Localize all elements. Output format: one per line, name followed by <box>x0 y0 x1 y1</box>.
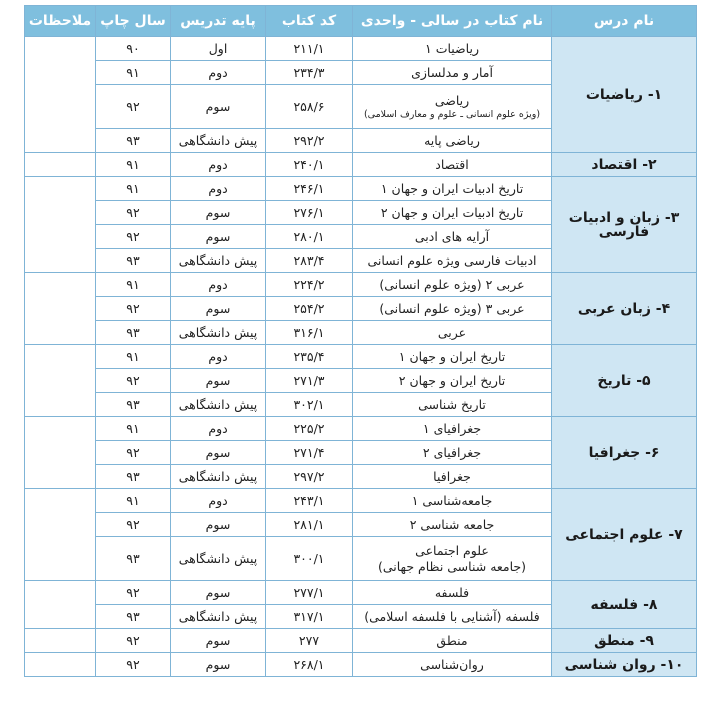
book-name <box>353 177 552 201</box>
book-code: ۲۷۷ <box>266 629 353 653</box>
book-year: ۹۳ <box>96 537 171 581</box>
table-row <box>25 37 697 61</box>
book-year: ۹۳ <box>96 249 171 273</box>
book-name <box>353 61 552 85</box>
book-title: اقتصاد <box>435 156 469 172</box>
subject-name: ۲- اقتصاد <box>552 153 697 177</box>
book-code: ۳۰۰/۱ <box>266 537 353 581</box>
book-code: ۲۷۶/۱ <box>266 201 353 225</box>
book-grade: پیش دانشگاهی <box>171 465 266 489</box>
book-grade: سوم <box>171 513 266 537</box>
book-title: تاریخ شناسی <box>418 396 486 412</box>
book-grade: دوم <box>171 177 266 201</box>
book-year: ۹۲ <box>96 85 171 129</box>
book-year: ۹۱ <box>96 177 171 201</box>
book-code: ۲۳۴/۳ <box>266 61 353 85</box>
book-year: ۹۲ <box>96 369 171 393</box>
book-title: روان‌شناسی <box>420 656 484 672</box>
book-title: جامعه‌شناسی ۱ <box>411 492 493 508</box>
book-title: علوم اجتماعی <box>415 542 489 558</box>
book-name <box>353 85 552 129</box>
book-year: ۹۲ <box>96 201 171 225</box>
table-row <box>25 653 697 677</box>
book-year: ۹۳ <box>96 465 171 489</box>
notes-cell <box>25 153 96 177</box>
table-row <box>25 345 697 369</box>
book-grade: پیش دانشگاهی <box>171 129 266 153</box>
book-grade: پیش دانشگاهی <box>171 393 266 417</box>
book-title: آرایه های ادبی <box>414 228 490 244</box>
subject-name: ۸- فلسفه <box>552 581 697 629</box>
book-code: ۲۲۵/۲ <box>266 417 353 441</box>
book-name <box>353 129 552 153</box>
book-year: ۹۰ <box>96 37 171 61</box>
subject-name: ۶- جغرافیا <box>552 417 697 489</box>
book-year: ۹۱ <box>96 273 171 297</box>
book-name <box>353 513 552 537</box>
book-name <box>353 629 552 653</box>
table-row <box>25 581 697 605</box>
book-code: ۲۹۷/۲ <box>266 465 353 489</box>
book-grade: پیش دانشگاهی <box>171 249 266 273</box>
header-row <box>25 6 697 37</box>
notes-cell <box>25 581 96 629</box>
book-year: ۹۱ <box>96 153 171 177</box>
book-grade: سوم <box>171 653 266 677</box>
curriculum-table <box>24 5 697 677</box>
book-code: ۲۷۱/۴ <box>266 441 353 465</box>
book-year: ۹۲ <box>96 581 171 605</box>
book-title: ریاضی پایه <box>424 132 480 148</box>
book-name <box>353 369 552 393</box>
book-name <box>353 393 552 417</box>
book-code: ۲۲۴/۲ <box>266 273 353 297</box>
book-code: ۲۴۰/۱ <box>266 153 353 177</box>
book-code: ۲۸۳/۴ <box>266 249 353 273</box>
table-row <box>25 177 697 201</box>
book-year: ۹۲ <box>96 441 171 465</box>
book-name <box>353 297 552 321</box>
book-grade: پیش دانشگاهی <box>171 605 266 629</box>
book-title: ریاضی <box>434 92 470 108</box>
subject-name: ۵- تاریخ <box>552 345 697 417</box>
book-year: ۹۲ <box>96 297 171 321</box>
book-name <box>353 37 552 61</box>
book-title: جغرافیای ۲ <box>422 444 482 460</box>
table-row <box>25 153 697 177</box>
header-notes: ملاحظات <box>25 6 96 37</box>
book-grade: سوم <box>171 581 266 605</box>
book-title: فلسفه <box>434 584 470 600</box>
table-row <box>25 273 697 297</box>
book-grade: دوم <box>171 61 266 85</box>
book-code: ۲۴۳/۱ <box>266 489 353 513</box>
book-name <box>353 417 552 441</box>
book-grade: دوم <box>171 153 266 177</box>
book-name <box>353 153 552 177</box>
book-name <box>353 465 552 489</box>
book-year: ۹۳ <box>96 129 171 153</box>
book-code: ۲۹۲/۲ <box>266 129 353 153</box>
book-subtitle: (ویژه علوم انسانی ـ علوم و معارف اسلامی) <box>363 108 541 120</box>
book-title-line2: (جامعه شناسی نظام جهانی) <box>377 558 527 574</box>
notes-cell <box>25 345 96 417</box>
header-grade: پایه تدریس <box>171 6 266 37</box>
book-title: عربی ۲ (ویژه علوم انسانی) <box>379 276 525 292</box>
book-grade: دوم <box>171 417 266 441</box>
header-code: کد کتاب <box>266 6 353 37</box>
book-grade: سوم <box>171 225 266 249</box>
book-code: ۲۵۸/۶ <box>266 85 353 129</box>
book-grade: سوم <box>171 369 266 393</box>
subject-name: ۹- منطق <box>552 629 697 653</box>
book-title: جغرافیای ۱ <box>422 420 482 436</box>
subject-name: ۱۰- روان شناسی <box>552 653 697 677</box>
book-title: جامعه شناسی ۲ <box>409 516 495 532</box>
notes-cell <box>25 489 96 581</box>
header-book: نام کتاب در سالی - واحدی <box>353 6 552 37</box>
book-grade: سوم <box>171 441 266 465</box>
book-year: ۹۱ <box>96 417 171 441</box>
book-grade: سوم <box>171 629 266 653</box>
book-grade: سوم <box>171 85 266 129</box>
book-name <box>353 321 552 345</box>
book-code: ۲۱۱/۱ <box>266 37 353 61</box>
book-year: ۹۳ <box>96 393 171 417</box>
book-code: ۳۱۷/۱ <box>266 605 353 629</box>
notes-cell <box>25 37 96 153</box>
book-name <box>353 605 552 629</box>
notes-cell <box>25 629 96 653</box>
book-title: ادبیات فارسی ویژه علوم انسانی <box>367 252 537 268</box>
book-year: ۹۲ <box>96 225 171 249</box>
book-year: ۹۲ <box>96 513 171 537</box>
book-name <box>353 225 552 249</box>
book-title: فلسفه (آشنایی با فلسفه اسلامی) <box>364 608 540 624</box>
book-year: ۹۳ <box>96 321 171 345</box>
book-grade: دوم <box>171 345 266 369</box>
book-grade: دوم <box>171 273 266 297</box>
book-year: ۹۱ <box>96 61 171 85</box>
book-title: تاریخ ایران و جهان ۱ <box>398 348 506 364</box>
book-grade: اول <box>171 37 266 61</box>
book-name <box>353 653 552 677</box>
book-code: ۲۷۷/۱ <box>266 581 353 605</box>
book-grade: پیش دانشگاهی <box>171 321 266 345</box>
subject-name: ۴- زبان عربی <box>552 273 697 345</box>
header-year: سال چاپ <box>96 6 171 37</box>
book-code: ۳۰۲/۱ <box>266 393 353 417</box>
book-title: منطق <box>436 632 468 648</box>
header-subject: نام درس <box>552 6 697 37</box>
book-grade: سوم <box>171 297 266 321</box>
book-year: ۹۱ <box>96 489 171 513</box>
book-grade: سوم <box>171 201 266 225</box>
book-name <box>353 249 552 273</box>
table-row <box>25 489 697 513</box>
subject-name: ۱- ریاضیات <box>552 37 697 153</box>
book-title: آمار و مدلسازی <box>411 64 493 80</box>
book-title: جغرافیا <box>433 468 471 484</box>
notes-cell <box>25 177 96 273</box>
book-code: ۲۵۴/۲ <box>266 297 353 321</box>
table-row <box>25 629 697 653</box>
book-title: ریاضیات ۱ <box>425 40 479 56</box>
book-name <box>353 581 552 605</box>
book-code: ۲۸۱/۱ <box>266 513 353 537</box>
book-code: ۲۳۵/۴ <box>266 345 353 369</box>
book-code: ۲۷۱/۳ <box>266 369 353 393</box>
subject-name: ۳- زبان و ادبیات فارسی <box>552 177 697 273</box>
book-title: تاریخ ایران و جهان ۲ <box>398 372 506 388</box>
table-body <box>25 37 697 677</box>
book-title: تاریخ ادبیات ایران و جهان ۱ <box>380 180 524 196</box>
book-code: ۳۱۶/۱ <box>266 321 353 345</box>
book-name <box>353 537 552 581</box>
book-code: ۲۸۰/۱ <box>266 225 353 249</box>
book-name <box>353 273 552 297</box>
book-year: ۹۲ <box>96 629 171 653</box>
book-title: تاریخ ادبیات ایران و جهان ۲ <box>380 204 524 220</box>
book-name <box>353 489 552 513</box>
notes-cell <box>25 653 96 677</box>
subject-name: ۷- علوم اجتماعی <box>552 489 697 581</box>
notes-cell <box>25 417 96 489</box>
book-year: ۹۳ <box>96 605 171 629</box>
book-name <box>353 345 552 369</box>
book-year: ۹۱ <box>96 345 171 369</box>
table-row <box>25 417 697 441</box>
book-name <box>353 441 552 465</box>
book-code: ۲۶۸/۱ <box>266 653 353 677</box>
book-grade: پیش دانشگاهی <box>171 537 266 581</box>
book-name <box>353 201 552 225</box>
book-code: ۲۴۶/۱ <box>266 177 353 201</box>
book-year: ۹۲ <box>96 653 171 677</box>
book-title: عربی ۳ (ویژه علوم انسانی) <box>379 300 525 316</box>
book-grade: دوم <box>171 489 266 513</box>
notes-cell <box>25 273 96 345</box>
book-title: عربی <box>437 324 467 340</box>
